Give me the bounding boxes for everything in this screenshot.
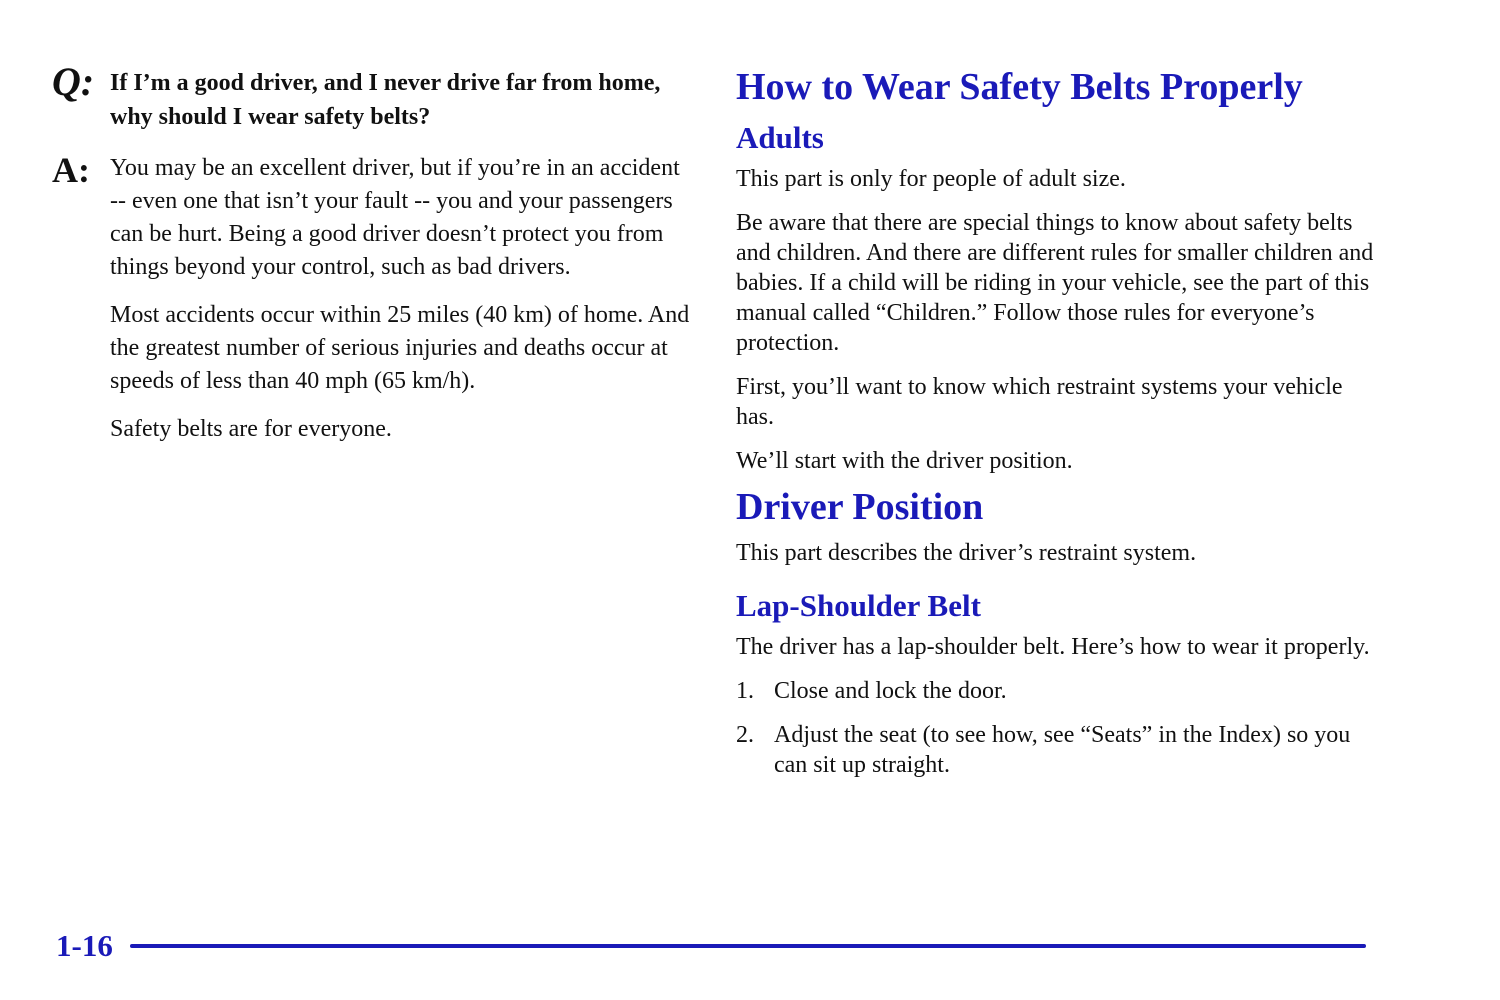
list-item bbox=[736, 720, 1376, 780]
adults-paragraph-4: We’ll start with the driver position. bbox=[736, 448, 1073, 474]
lap-shoulder-heading: Lap-Shoulder Belt bbox=[736, 588, 981, 623]
adults-paragraph-1: This part is only for people of adult size. bbox=[736, 166, 1126, 192]
answer-text: You may be an excellent driver, but if you’re in an accident -- even one that isn’t your fault -- you and your passengers can be hurt. Being a good driver doesn’t protect you from things beyond your control, such as bad drivers. bbox=[110, 155, 680, 280]
question-text: If I’m a good driver, and I never drive far from home, why should I wear safety belts? bbox=[110, 70, 661, 130]
steps-list bbox=[736, 676, 1376, 780]
step-text: Adjust the seat (to see how, see “Seats” in the Index) so you can sit up straight. bbox=[774, 722, 1351, 778]
page-number: 1-16 bbox=[56, 928, 113, 963]
lap-paragraph: The driver has a lap-shoulder belt. Here’s how to wear it properly. bbox=[736, 634, 1370, 660]
list-item bbox=[736, 676, 1376, 706]
step-number: 1. bbox=[736, 678, 754, 704]
adults-heading: Adults bbox=[736, 120, 824, 155]
left-column bbox=[52, 59, 692, 446]
answer-block bbox=[52, 152, 692, 284]
everyone-paragraph: Safety belts are for everyone. bbox=[110, 416, 392, 442]
accidents-paragraph: Most accidents occur within 25 miles (40 km) of home. And the greatest number of serious injuries and deaths occur at speeds of less than 40 mph (65 km/h). bbox=[110, 302, 690, 394]
driver-position-heading: Driver Position bbox=[736, 486, 984, 528]
right-column bbox=[736, 62, 1376, 780]
adults-paragraph-2: Be aware that there are special things to know about safety belts and children. And there are different rules for smaller children and babies. If a child will be riding in your vehicle, see the part of this manual called “Children.” Follow those rules for everyone’s protection. bbox=[736, 210, 1374, 356]
main-heading: How to Wear Safety Belts Properly bbox=[736, 66, 1303, 108]
step-number: 2. bbox=[736, 722, 754, 748]
answer-marker: A: bbox=[52, 150, 90, 190]
question-marker: Q: bbox=[52, 59, 95, 104]
driver-paragraph: This part describes the driver’s restraint system. bbox=[736, 540, 1197, 566]
footer-rule bbox=[130, 944, 1366, 948]
step-text: Close and lock the door. bbox=[774, 678, 1007, 704]
adults-paragraph-3: First, you’ll want to know which restraint systems your vehicle has. bbox=[736, 374, 1343, 430]
question-block bbox=[52, 59, 692, 134]
page-footer bbox=[56, 926, 1368, 966]
